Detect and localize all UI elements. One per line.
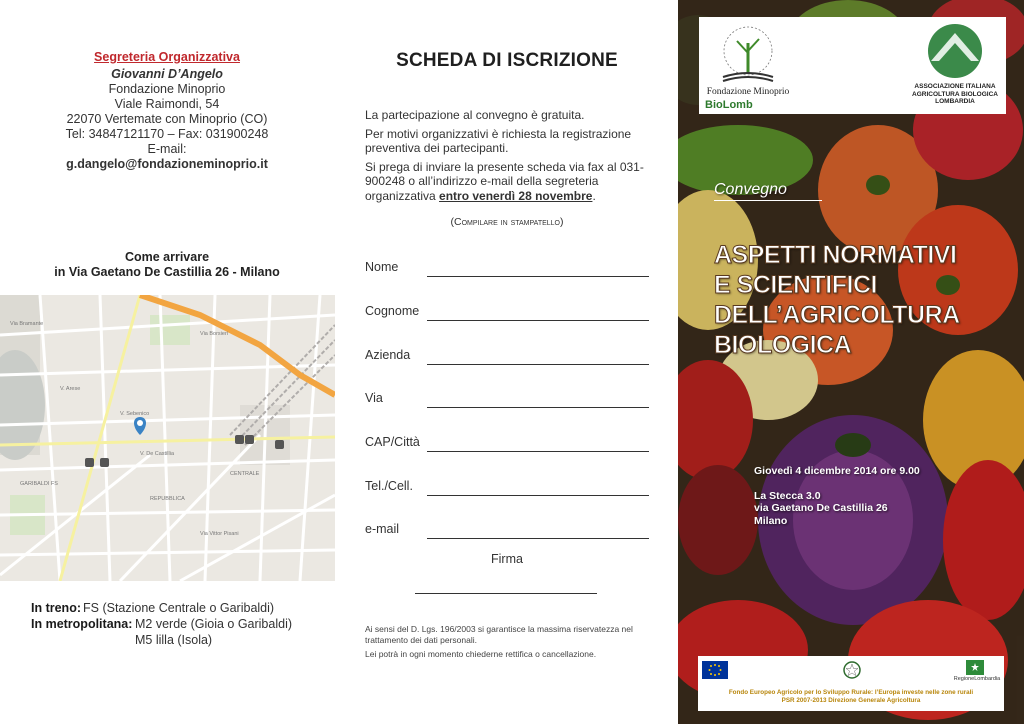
metro-line1: M2 verde (Gioia o Garibaldi) xyxy=(135,617,293,631)
svg-text:V. Sebenico: V. Sebenico xyxy=(120,411,150,417)
svg-text:V. De Castillia: V. De Castillia xyxy=(140,451,175,457)
secretariat-email-label: E-mail: xyxy=(147,142,187,156)
event-title xyxy=(714,240,1014,360)
title-line-1: ASPETTI NORMATIVI xyxy=(714,241,957,269)
transport-block xyxy=(31,600,292,648)
metro-line2: M5 lilla (Isola) xyxy=(135,633,213,647)
field-email[interactable]: e-mail xyxy=(365,522,649,536)
metro-label: In metropolitana: xyxy=(31,617,133,631)
tree-book-icon xyxy=(703,21,793,85)
registration-form xyxy=(340,0,678,724)
svg-text:CENTRALE: CENTRALE xyxy=(230,471,260,477)
lombardy-region-icon xyxy=(966,660,984,675)
location-map xyxy=(0,295,335,581)
secretariat-heading: Segreteria Organizzativa xyxy=(94,50,240,64)
form-title: SCHEDA DI ISCRIZIONE xyxy=(396,50,618,71)
form-intro xyxy=(365,108,651,207)
intro-free: La partecipazione al convegno è gratuita. xyxy=(365,108,585,122)
svg-text:Via Borsieri: Via Borsieri xyxy=(200,331,229,337)
partner-logos xyxy=(699,17,1006,114)
svg-text:Via Bramante: Via Bramante xyxy=(10,321,44,327)
train-label: In treno: xyxy=(31,601,81,615)
privacy-text-1: Ai sensi del D. Lgs. 196/2003 si garantisce la massima riservatezza nel trattamento dei dati personali. xyxy=(365,624,633,645)
italian-republic-emblem-icon xyxy=(843,660,861,680)
svg-text:Via Vittor Pisani: Via Vittor Pisani xyxy=(200,531,239,537)
form-instruction: (Compilare in stampatello) xyxy=(450,216,564,228)
event-venue: La Stecca 3.0 xyxy=(754,489,821,502)
svg-text:GARIBALDI FS: GARIBALDI FS xyxy=(20,481,58,487)
aiab-emblem-icon xyxy=(909,21,1001,81)
field-via[interactable]: Via xyxy=(365,391,649,405)
title-line-2: E SCIENTIFICI xyxy=(714,271,877,299)
eu-flag-icon xyxy=(702,661,728,679)
field-cap-citta[interactable]: CAP/Città xyxy=(365,435,649,449)
footer-line-1: Fondo Europeo Agricolo per lo Sviluppo Rurale: l’Europa investe nelle zone rurali xyxy=(728,689,974,696)
title-line-4: BIOLOGICA xyxy=(714,331,852,359)
svg-text:REPUBBLICA: REPUBBLICA xyxy=(150,496,185,502)
logo1-sub: BioLomb xyxy=(705,99,753,111)
intro-instructions: Si prega di inviare la presente scheda via fax al 031-900248 o all’indirizzo e-mail della segreteria organizzativa entro venerdì 28 novembre. xyxy=(365,159,644,203)
field-cognome[interactable]: Cognome xyxy=(365,304,649,318)
logo2-text: ASSOCIAZIONE ITALIANA AGRICOLTURA BIOLOGICA LOMBARDIA xyxy=(912,83,998,105)
secretariat-street: Viale Raimondi, 54 xyxy=(114,97,220,111)
logo1-name: Fondazione Minoprio xyxy=(706,87,790,97)
secretariat-phone: Tel: 34847121170 – Fax: 031900248 xyxy=(65,127,269,141)
deadline: entro venerdì 28 novembre xyxy=(439,188,593,203)
title-line-3: DELL’AGRICOLTURA xyxy=(714,301,960,329)
secretariat-org: Fondazione Minoprio xyxy=(108,82,226,96)
event-date: Giovedì 4 dicembre 2014 ore 9.00 xyxy=(754,465,920,477)
field-tel[interactable]: Tel./Cell. xyxy=(365,479,649,493)
field-azienda[interactable]: Azienda xyxy=(365,348,649,362)
region-label: RegioneLombardia xyxy=(953,676,1001,682)
directions-address: in Via Gaetano De Castillia 26 - Milano xyxy=(54,265,280,279)
secretariat-name: Giovanni D’Angelo xyxy=(111,67,223,81)
aiab-logo xyxy=(909,21,1001,109)
directions-title: Come arrivare xyxy=(124,250,210,264)
footer-text xyxy=(698,689,1004,705)
event-details xyxy=(754,465,1014,527)
funding-footer xyxy=(698,656,1004,711)
signature-line[interactable] xyxy=(415,593,597,594)
minoprio-logo xyxy=(703,21,793,109)
event-street: via Gaetano De Castillia 26 xyxy=(754,502,888,514)
svg-text:V. Arese: V. Arese xyxy=(60,386,81,392)
field-nome[interactable]: Nome xyxy=(365,260,649,274)
signature-label: Firma xyxy=(491,552,523,566)
secretariat-email[interactable]: g.dangelo@fondazioneminoprio.it xyxy=(66,157,268,171)
event-city: Milano xyxy=(754,514,788,527)
directions-block xyxy=(0,250,334,280)
cover-panel xyxy=(678,0,1024,724)
left-panel xyxy=(0,0,340,724)
event-type-underline xyxy=(714,200,822,201)
secretariat-city: 22070 Vertemate con Minoprio (CO) xyxy=(66,112,268,126)
secretariat-block xyxy=(0,50,334,172)
train-value: FS (Stazione Centrale o Garibaldi) xyxy=(83,601,275,615)
privacy-text-2: Lei potrà in ogni momento chiederne rettifica o cancellazione. xyxy=(365,649,597,659)
footer-line-2: PSR 2007-2013 Direzione Generale Agricoltura xyxy=(781,697,921,704)
privacy-note xyxy=(365,624,655,663)
intro-registration: Per motivi organizzativi è richiesta la registrazione preventiva dei partecipanti. xyxy=(365,126,632,155)
event-type: Convegno xyxy=(714,181,787,198)
